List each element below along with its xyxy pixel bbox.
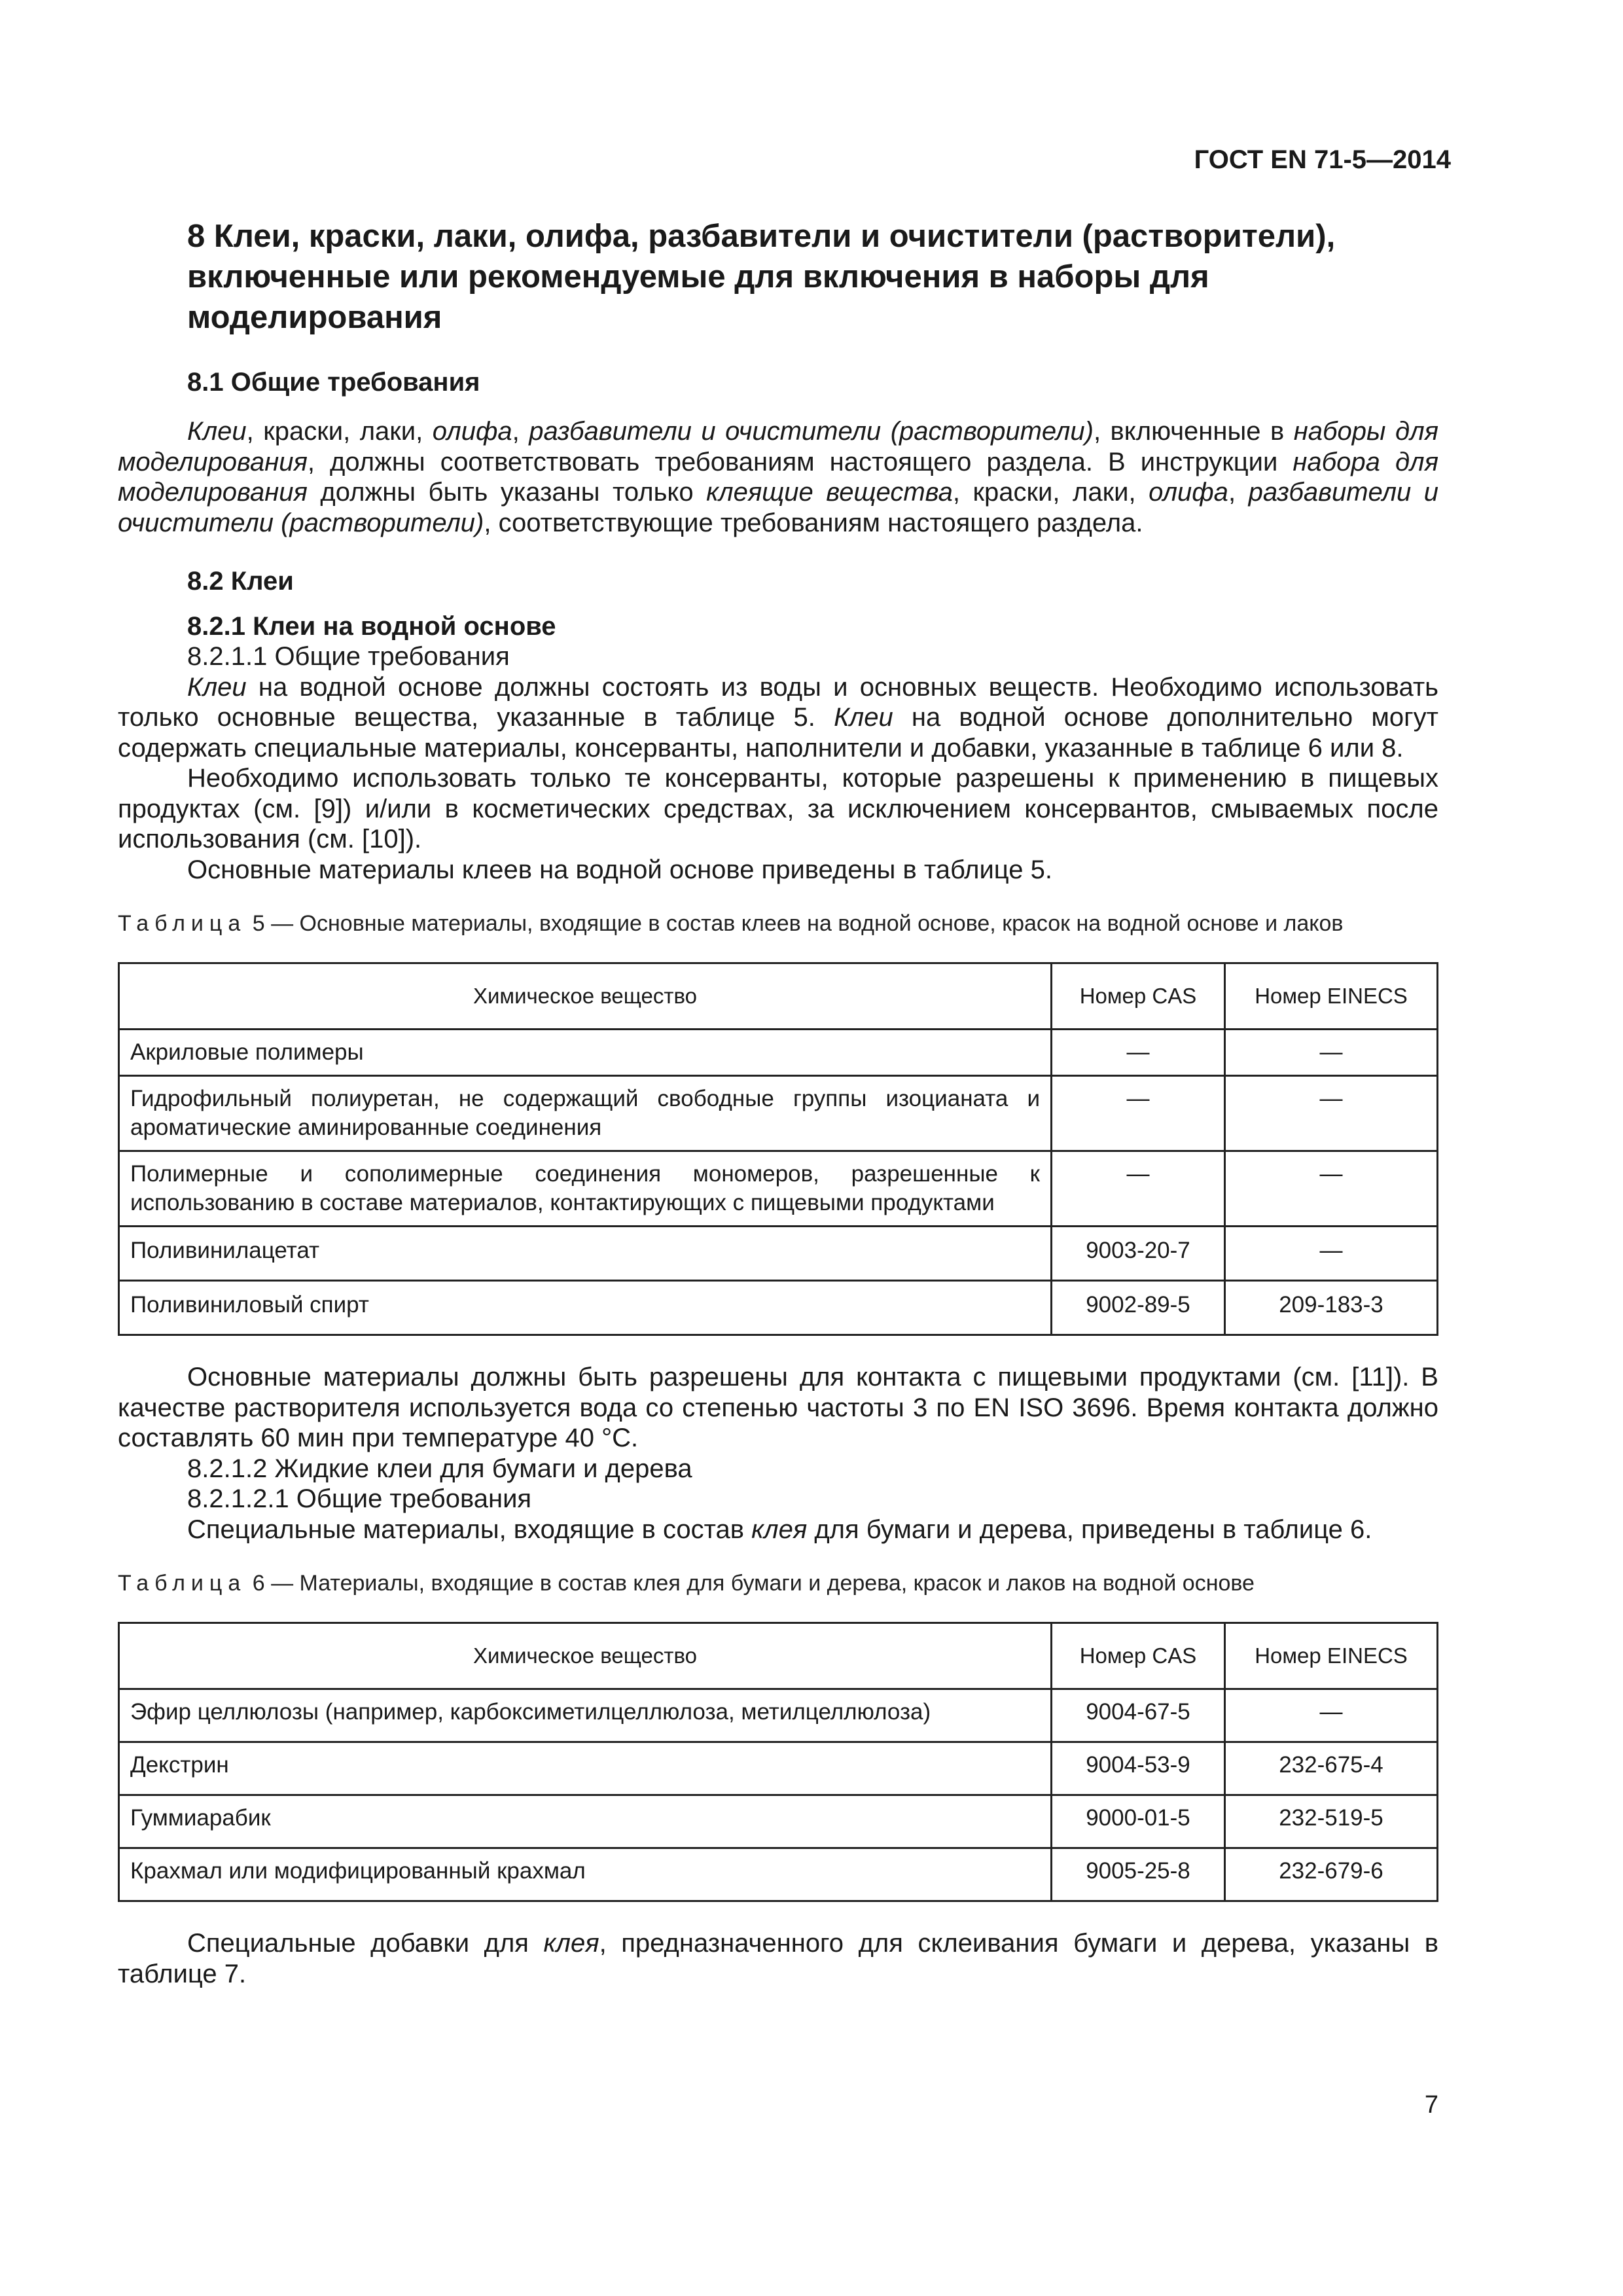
- table-row: [119, 1742, 1438, 1795]
- einecs-cell: —: [1225, 1151, 1438, 1227]
- table-6: [118, 1622, 1438, 1902]
- table-row: [119, 1076, 1438, 1151]
- einecs-cell: —: [1225, 1227, 1438, 1281]
- final-paragraph: Специальные добавки для клея, предназначенного для склеивания бумаги и дерева, указаны в таблице 7.: [118, 1929, 1439, 1988]
- table-row: [119, 1689, 1438, 1742]
- substance-cell: Гуммиарабик: [119, 1795, 1052, 1848]
- cas-cell: 9004-53-9: [1052, 1742, 1225, 1795]
- column-header-substance: Химическое вещество: [119, 963, 1052, 1030]
- column-header-einecs: Номер EINECS: [1225, 963, 1438, 1030]
- table-row: [119, 1227, 1438, 1281]
- cas-cell: 9005-25-8: [1052, 1848, 1225, 1901]
- table-5-caption: Таблица 5 — Основные материалы, входящие в состав клеев на водной основе, красок на водной основе и лаков: [118, 911, 1344, 936]
- cas-cell: 9003-20-7: [1052, 1227, 1225, 1281]
- after-table-5-paragraph: Основные материалы должны быть разрешены для контакта с пищевыми продуктами (см. [11]). В качестве растворителя используется вода со степенью частоты 3 по EN ISO 3696. Время контакта должно составлять 60 мин при температуре 40 °С.: [118, 1363, 1438, 1452]
- table-5: [118, 962, 1438, 1336]
- einecs-cell: 209-183-3: [1225, 1281, 1438, 1335]
- table-row: [119, 1151, 1438, 1227]
- cas-cell: 9000-01-5: [1052, 1795, 1225, 1848]
- substance-cell: Крахмал или модифицированный крахмал: [119, 1848, 1052, 1901]
- section-8-2-1-heading: 8.2.1 Клеи на водной основе: [187, 612, 556, 641]
- substance-cell: Полимерные и сополимерные соединения мономеров, разрешенные к использованию в составе материалов, контактирующих с пищевыми продуктами: [119, 1151, 1052, 1227]
- section-8-2-heading: 8.2 Клеи: [187, 567, 294, 596]
- column-header-substance: Химическое вещество: [119, 1623, 1052, 1689]
- substance-cell: Декстрин: [119, 1742, 1052, 1795]
- section-8-2-1-2-heading: 8.2.1.2 Жидкие клеи для бумаги и дерева: [187, 1454, 692, 1483]
- page-content: [118, 216, 1438, 1989]
- column-header-einecs: Номер EINECS: [1225, 1623, 1438, 1689]
- substance-cell: Акриловые полимеры: [119, 1030, 1052, 1076]
- table-header-row: [119, 963, 1438, 1030]
- section-8-2-1-2-1-paragraph: Специальные материалы, входящие в состав клея для бумаги и дерева, приведены в таблице 6.: [187, 1515, 1372, 1544]
- section-8-2-1-1-paragraph-2: Необходимо использовать только те консерванты, которые разрешены к применению в пищевых продуктах (см. [9]) и/или в косметических средствах, за исключением консервантов, смываемых после использования (см. [10]).: [118, 764, 1438, 853]
- table-row: [119, 1030, 1438, 1076]
- section-8-1-heading: 8.1 Общие требования: [187, 368, 480, 397]
- column-header-cas: Номер CAS: [1052, 963, 1225, 1030]
- table-row: [119, 1281, 1438, 1335]
- column-header-cas: Номер CAS: [1052, 1623, 1225, 1689]
- section-8-2-1-1-paragraph-3: Основные материалы клеев на водной основе приведены в таблице 5.: [187, 855, 1052, 884]
- einecs-cell: 232-675-4: [1225, 1742, 1438, 1795]
- cas-cell: —: [1052, 1076, 1225, 1151]
- cas-cell: 9002-89-5: [1052, 1281, 1225, 1335]
- einecs-cell: —: [1225, 1030, 1438, 1076]
- table-row: [119, 1795, 1438, 1848]
- substance-cell: Поливинилацетат: [119, 1227, 1052, 1281]
- section-8-2-1-1-heading: 8.2.1.1 Общие требования: [187, 642, 510, 671]
- page-number: 7: [1424, 2091, 1438, 2119]
- section-8-2-1-2-1-heading: 8.2.1.2.1 Общие требования: [187, 1484, 532, 1513]
- substance-cell: Эфир целлюлозы (например, карбоксиметилцеллюлоза, метилцеллюлоза): [119, 1689, 1052, 1742]
- substance-cell: Гидрофильный полиуретан, не содержащий свободные группы изоцианата и ароматические аминированные соединения: [119, 1076, 1052, 1151]
- section-8-heading: 8 Клеи, краски, лаки, олифа, разбавители и очистители (растворители), включенные или рекомендуемые для включения в наборы для моделирования: [187, 219, 1336, 335]
- section-8-2-1-1-paragraph-1: Клеи на водной основе должны состоять из воды и основных веществ. Необходимо использовать только основные вещества, указанные в таблице 5. Клеи на водной основе дополнительно могут содержать специальные материалы, консерванты, наполнители и добавки, указанные в таблице 6 или 8.: [118, 672, 1438, 762]
- einecs-cell: —: [1225, 1076, 1438, 1151]
- cas-cell: —: [1052, 1030, 1225, 1076]
- einecs-cell: 232-679-6: [1225, 1848, 1438, 1901]
- document-code: ГОСТ EN 71-5—2014: [1194, 145, 1451, 174]
- table-6-caption: Таблица 6 — Материалы, входящие в состав клея для бумаги и дерева, красок и лаков на водной основе: [118, 1571, 1255, 1596]
- table-row: [119, 1848, 1438, 1901]
- substance-cell: Поливиниловый спирт: [119, 1281, 1052, 1335]
- cas-cell: 9004-67-5: [1052, 1689, 1225, 1742]
- cas-cell: —: [1052, 1151, 1225, 1227]
- einecs-cell: 232-519-5: [1225, 1795, 1438, 1848]
- einecs-cell: —: [1225, 1689, 1438, 1742]
- section-8-1-paragraph: Клеи, краски, лаки, олифа, разбавители и очистители (растворители), включенные в наборы для моделирования, должны соответствовать требованиям настоящего раздела. В инструкции набора для моделирования должны быть указаны только клеящие вещества, краски, лаки, олифа, разбавители и очистители (растворители), соответствующие требованиям настоящего раздела.: [118, 417, 1439, 537]
- table-header-row: [119, 1623, 1438, 1689]
